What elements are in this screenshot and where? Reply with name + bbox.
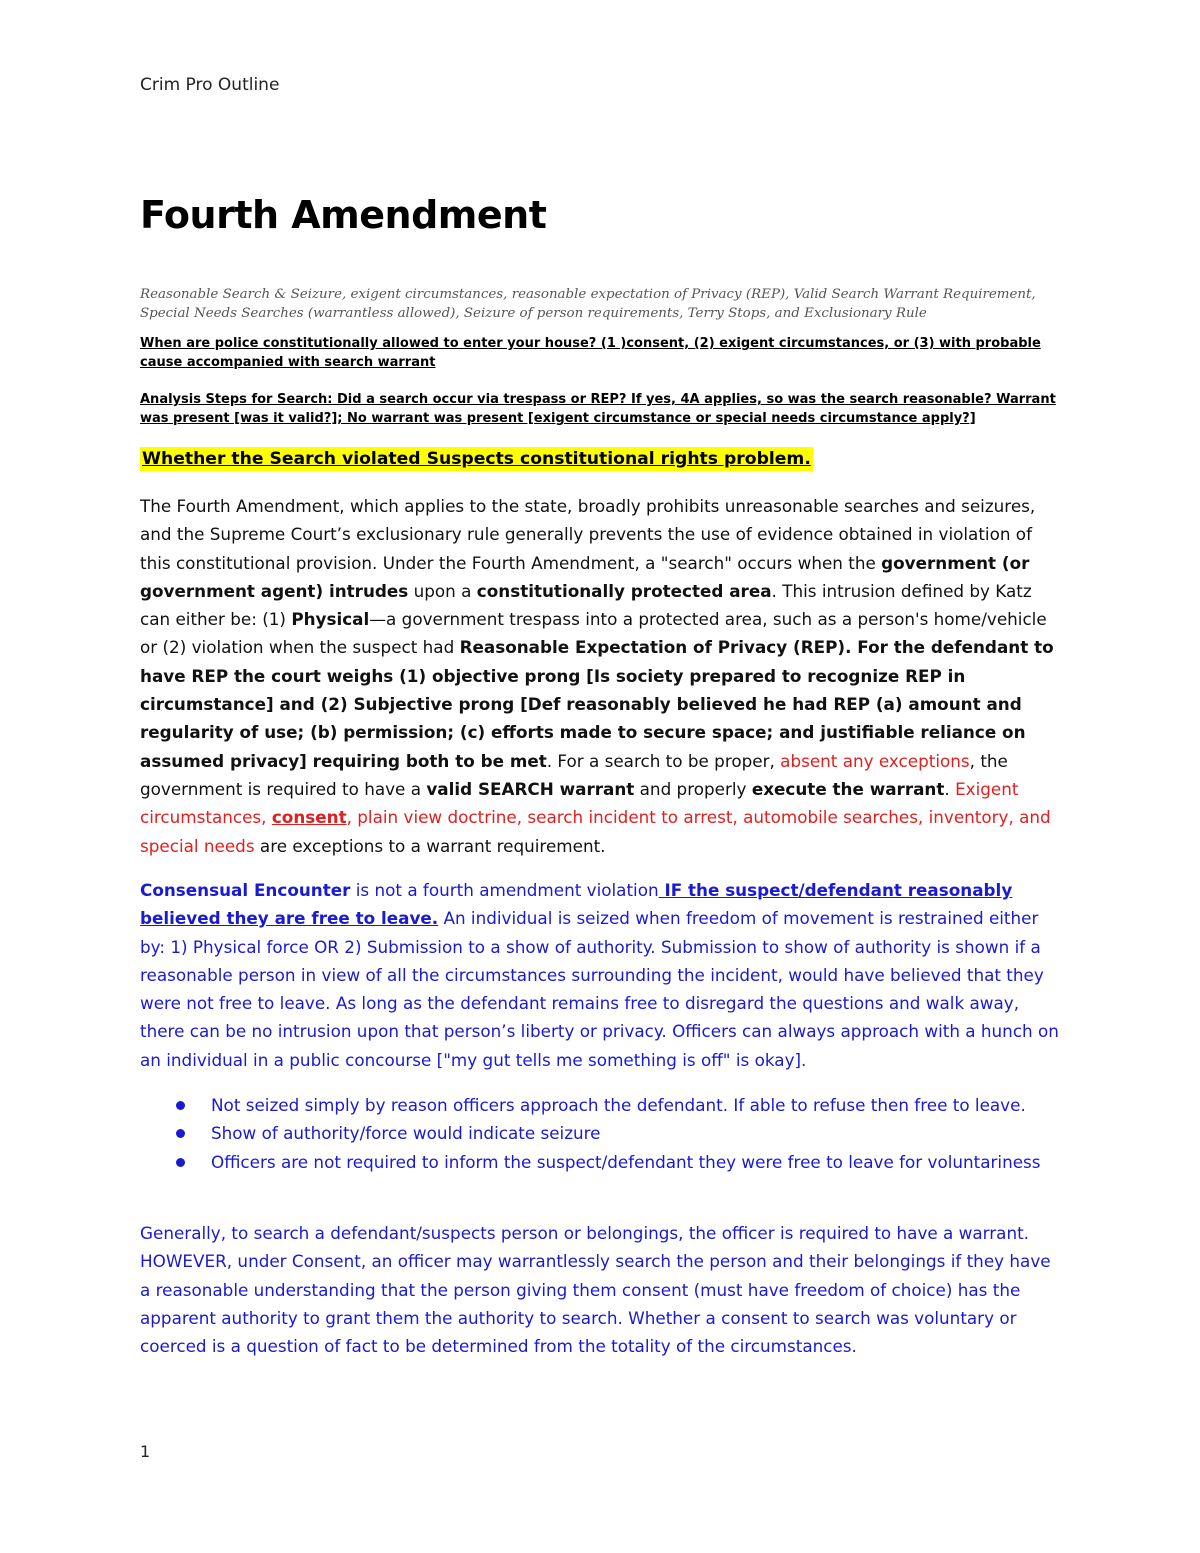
page-title: Fourth Amendment bbox=[140, 193, 547, 237]
underlined-run: IF the suspect/defendant reasonably believed they are free to leave. bbox=[140, 880, 1013, 929]
bullet-icon bbox=[176, 1101, 185, 1110]
bullet-icon bbox=[176, 1129, 185, 1138]
paragraph-consensual-encounter bbox=[140, 876, 1060, 1074]
red-run: absent any exceptions bbox=[780, 750, 970, 771]
list-item bbox=[140, 1119, 1060, 1147]
text-run: . bbox=[944, 778, 956, 799]
text-run: . This intrusion defined by Katz can either be: (1) bbox=[140, 580, 1032, 630]
bullet-list bbox=[140, 1091, 1060, 1176]
red-bold-run: consent bbox=[271, 807, 347, 828]
analysis-steps: Analysis Steps for Search: Did a search occur via trespass or REP? If yes, 4A applies, so was the search reasonable? Warrant was present [was it valid?]; No warrant was present [exigent circumstance or special needs circumstance apply?] bbox=[140, 392, 1056, 426]
bold-run: constitutionally protected area bbox=[476, 580, 772, 601]
bold-run: Consensual Encounter bbox=[140, 880, 351, 900]
text-run: are exceptions to a warrant requirement. bbox=[254, 835, 606, 856]
bold-run: execute the warrant bbox=[751, 778, 945, 799]
list-item-text: Not seized simply by reason officers approach the defendant. If able to refuse then free to leave. bbox=[211, 1095, 1026, 1115]
text-run: upon a bbox=[408, 580, 477, 601]
list-item-text: Officers are not required to inform the suspect/defendant they were free to leave for voluntariness bbox=[211, 1151, 1041, 1172]
bold-run: Reasonable Expectation of Privacy (REP). For the defendant to have REP the court weighs (1) objective prong [Is society prepared to recognize REP in circumstance] and (2) Subjective prong [Def reasonably believed he had REP (a) amount and regularity of use; (b) permission; (c) efforts made to secure space; and justifiable reliance on assumed privacy] requiring both to be met bbox=[140, 637, 1054, 771]
paragraph-fourth-amendment bbox=[140, 492, 1060, 860]
page-number: 1 bbox=[140, 1442, 151, 1461]
text-run: , the government is required to have a bbox=[140, 750, 1008, 799]
subtitle-topics: Reasonable Search & Seizure, exigent circumstances, reasonable expectation of Privacy (REP), Valid Search Warrant Requirement, Special Needs Searches (warrantless allowed), Seizure of person requirements, Terry Stops, and Exclusionary Rule bbox=[140, 287, 1036, 321]
text-run: . For a search to be proper, bbox=[546, 750, 781, 771]
bold-run: Physical bbox=[291, 609, 370, 630]
text-run: and properly bbox=[634, 778, 752, 799]
bullet-icon bbox=[176, 1158, 185, 1167]
list-item-text: Show of authority/force would indicate seizure bbox=[211, 1123, 601, 1144]
paragraph-consent-search: Generally, to search a defendant/suspects person or belongings, the officer is required to have a warrant. HOWEVER, under Consent, an officer may warrantlessly search the person and their belongings if they have a reasonable understanding that the person giving them consent (must have freedom of choice) has the apparent authority to grant them the authority to search. Whether a consent to search was voluntary or coerced is a question of fact to be determined from the totality of the circumstances. bbox=[140, 1223, 1051, 1357]
list-item bbox=[140, 1091, 1060, 1119]
text-run: —a government trespass into a protected area, such as a person's home/vehicle or (2) violation when the suspect had bbox=[140, 609, 1047, 658]
red-run: Exigent circumstances, bbox=[140, 778, 1019, 828]
page-header: Crim Pro Outline bbox=[140, 75, 280, 95]
red-run: , plain view doctrine, search incident to arrest, automobile searches, inventory, and special needs bbox=[140, 807, 1051, 856]
issue-highlight: Whether the Search violated Suspects constitutional rights problem. bbox=[142, 449, 811, 469]
text-run: The Fourth Amendment, which applies to the state, broadly prohibits unreasonable searches and seizures, and the Supreme Court’s exclusionary rule generally prevents the use of evidence obtained in violation of this constitutional provision. Under the Fourth Amendment, a "search" occurs when the bbox=[140, 496, 1036, 573]
bold-run: government (or government agent) intrudes bbox=[140, 552, 1030, 601]
question-house-entry: When are police constitutionally allowed to enter your house? (1 )consent, (2) exigent circumstances, or (3) with probable cause accompanied with search warrant bbox=[140, 336, 1041, 370]
bold-run: valid SEARCH warrant bbox=[426, 778, 635, 799]
text-run: is not a fourth amendment violation bbox=[350, 880, 659, 900]
list-item bbox=[140, 1148, 1060, 1176]
text-run: An individual is seized when freedom of movement is restrained either by: 1) Physical force OR 2) Submission to a show of authority. Submission to show of authority is shown if a reasonable person in view of all the circumstances surrounding the incident, would have believed that they were not free to leave. As long as the defendant remains free to disregard the questions and walk away, there can be no intrusion upon that person’s liberty or privacy. Officers can always approach with a hunch on an individual in a public concourse ["my gut tells me something is off" is okay]. bbox=[140, 908, 1059, 1070]
